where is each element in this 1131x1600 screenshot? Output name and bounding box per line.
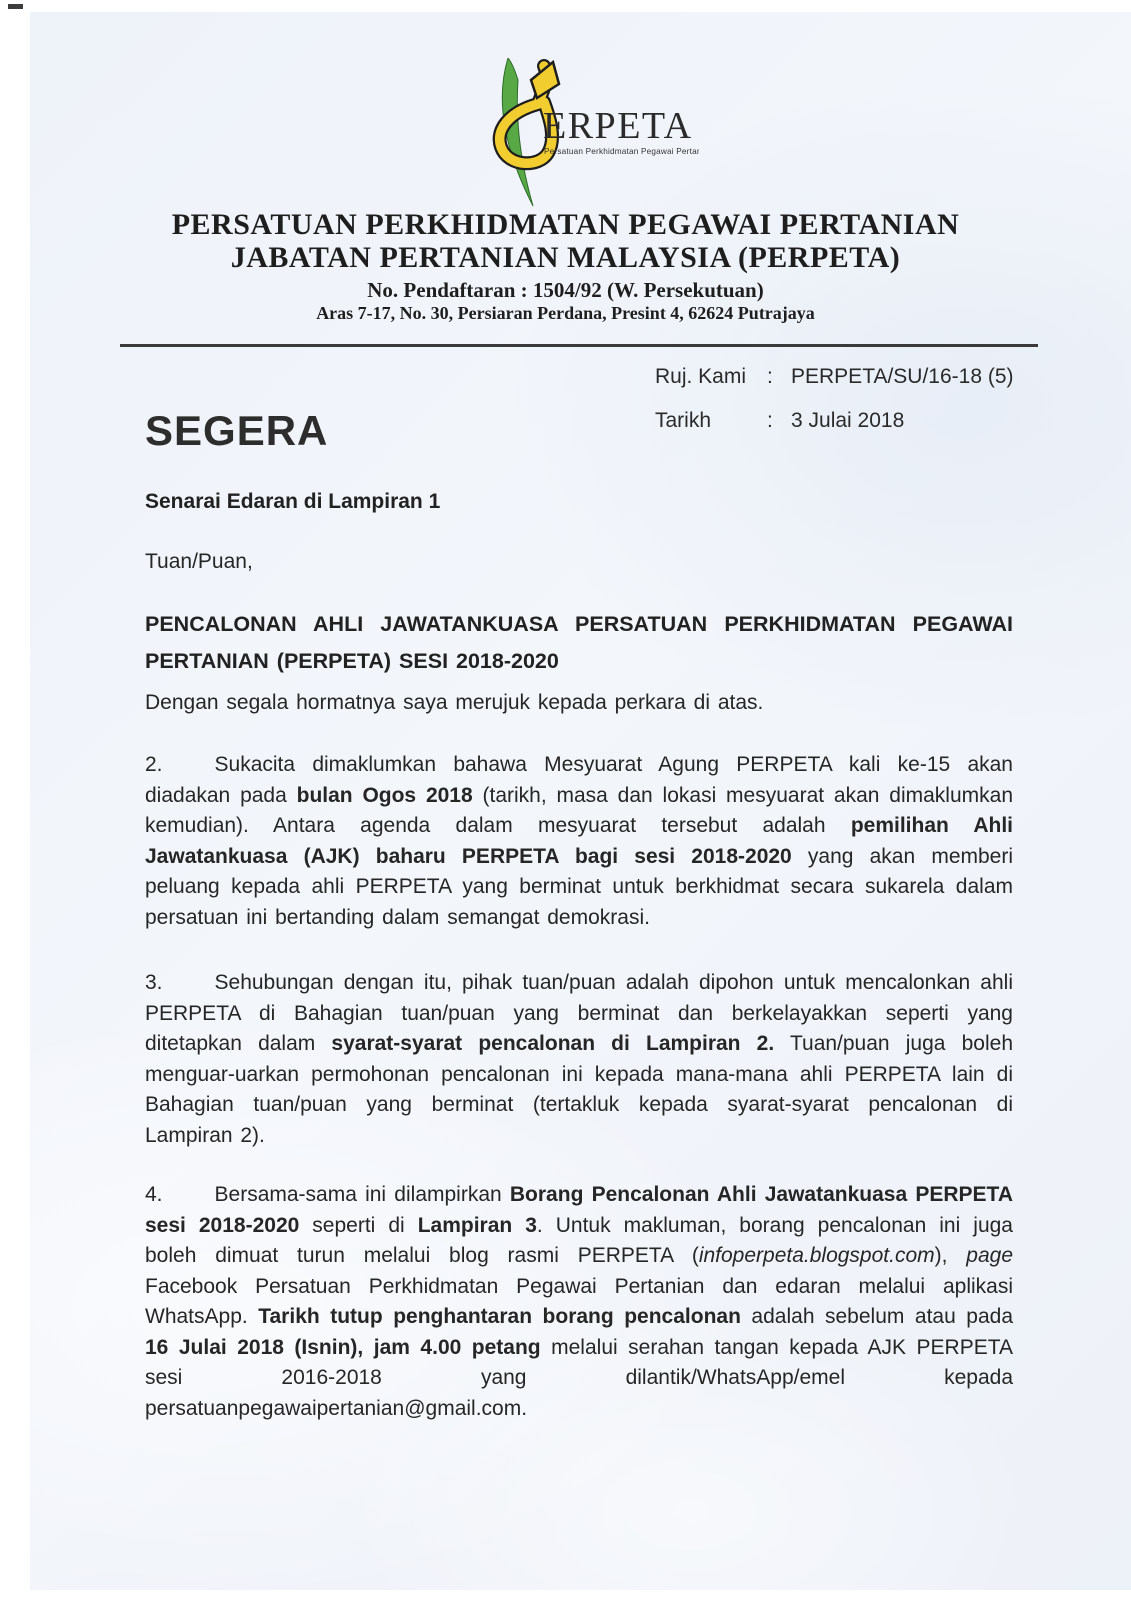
text-run: bulan Ogos 2018 bbox=[296, 783, 473, 807]
text-run: 3. bbox=[145, 971, 163, 994]
text-run: Bersama-sama ini dilampirkan bbox=[214, 1183, 510, 1206]
text-run: Sukacita dimaklumkan bahawa Mesyuarat Agung PERPETA kali ke-15 akan diadakan pada bbox=[145, 753, 1013, 807]
text-run: Borang Pencalonan Ahli Jawatankuasa PERPETA sesi 2018-2020 bbox=[145, 1183, 1013, 1237]
text-run: pemilihan Ahli Jawatankuasa (AJK) baharu PERPETA bagi sesi 2018-2020 bbox=[145, 814, 1014, 868]
logo-tagline: Persatuan Perkhidmatan Pegawai Pertanian bbox=[544, 147, 699, 156]
distribution-note: Senarai Edaran di Lampiran 1 bbox=[145, 490, 441, 513]
paragraph-3 bbox=[145, 968, 1013, 1151]
text-run: . Untuk makluman, borang pencalonan ini juga boleh dimuat turun melalui blog rasmi PERPETA ( bbox=[145, 1213, 1013, 1267]
paragraph-2 bbox=[145, 750, 1013, 933]
text-run: infoperpeta.blogspot.com bbox=[698, 1244, 935, 1267]
text-run: Tarikh tutup penghantaran borang pencalonan bbox=[258, 1305, 741, 1328]
reference-label: Ruj. Kami bbox=[655, 365, 747, 388]
logo-wordmark: ERPETA bbox=[543, 105, 693, 147]
paragraph-intro bbox=[145, 688, 1013, 719]
text-run: yang akan memberi peluang kepada ahli PERPETA yang berminat untuk berkhidmat secara sukarela dalam persatuan ini bertanding dalam semangat demokrasi. bbox=[145, 844, 1014, 929]
scan-edge-artifact bbox=[8, 4, 23, 9]
text-run: adalah sebelum atau pada bbox=[740, 1305, 1013, 1328]
reference-row bbox=[655, 365, 1014, 389]
text-run: 2. bbox=[145, 753, 163, 776]
date-separator: : bbox=[767, 409, 773, 432]
text-run: Sehubungan dengan itu, pihak tuan/puan adalah dipohon untuk mencalonkan ahli PERPETA di Bahagian tuan/puan yang berminat dan berkelayakkan seperti yang ditetapkan dalam bbox=[145, 971, 1013, 1055]
text-run: Dengan segala hormatnya saya merujuk kepada perkara di atas. bbox=[145, 691, 764, 714]
ribbon-fold-icon bbox=[531, 62, 559, 98]
text-run: syarat-syarat pencalonan di Lampiran 2. bbox=[331, 1032, 775, 1055]
perpeta-logo-icon bbox=[487, 58, 699, 212]
paragraph-4 bbox=[145, 1180, 1013, 1424]
text-run: Facebook Persatuan Perkhidmatan Pegawai Pertanian dan edaran melalui aplikasi WhatsApp. bbox=[145, 1274, 1013, 1328]
urgency-stamp: SEGERA bbox=[145, 407, 329, 454]
date-label: Tarikh bbox=[655, 409, 712, 432]
text-run: 4. bbox=[145, 1183, 163, 1206]
text-run: seperti di bbox=[299, 1213, 418, 1237]
text-run: (tarikh, masa dan lokasi mesyuarat akan dimaklumkan kemudian). Antara agenda dalam mesyuarat tersebut adalah bbox=[145, 783, 1013, 837]
subject-line: PENCALONAN AHLI JAWATANKUASA PERSATUAN PERKHIDMATAN PEGAWAI PERTANIAN (PERPETA) SESI 2018-2020 bbox=[145, 612, 1013, 673]
org-name-line1: PERSATUAN PERKHIDMATAN PEGAWAI PERTANIAN bbox=[171, 208, 960, 241]
text-run: page bbox=[966, 1244, 1013, 1267]
text-run: Tuan/puan juga boleh menguar-uarkan permohonan pencalonan ini kepada mana-mana ahli PERPETA lain di Bahagian tuan/puan yang berminat (tertakluk kepada syarat-syarat pencalonan di Lampiran 2). bbox=[145, 1032, 1013, 1147]
registration-number: No. Pendaftaran : 1504/92 (W. Persekutuan) bbox=[367, 278, 764, 302]
date-value: 3 Julai 2018 bbox=[791, 409, 905, 432]
salutation: Tuan/Puan, bbox=[145, 550, 253, 573]
letterhead-divider bbox=[120, 344, 1038, 347]
date-row bbox=[655, 409, 904, 433]
text-run: Lampiran 3 bbox=[417, 1213, 537, 1237]
letterhead bbox=[30, 208, 1101, 324]
reference-separator: : bbox=[767, 365, 773, 388]
reference-value: PERPETA/SU/16-18 (5) bbox=[791, 365, 1014, 388]
text-run: melalui serahan tangan kepada AJK PERPETA sesi 2016-2018 yang dilantik/WhatsApp/emel kepada persatuanpegawaipertanian@gmail.com. bbox=[145, 1335, 1013, 1420]
org-address: Aras 7-17, No. 30, Persiaran Perdana, Presint 4, 62624 Putrajaya bbox=[316, 303, 815, 323]
org-name-line2: JABATAN PERTANIAN MALAYSIA (PERPETA) bbox=[230, 241, 901, 274]
text-run: ), bbox=[934, 1244, 967, 1267]
text-run: 16 Julai 2018 (Isnin), jam 4.00 petang bbox=[145, 1335, 541, 1359]
letter-page bbox=[30, 12, 1131, 1590]
perpeta-logo bbox=[487, 58, 699, 212]
